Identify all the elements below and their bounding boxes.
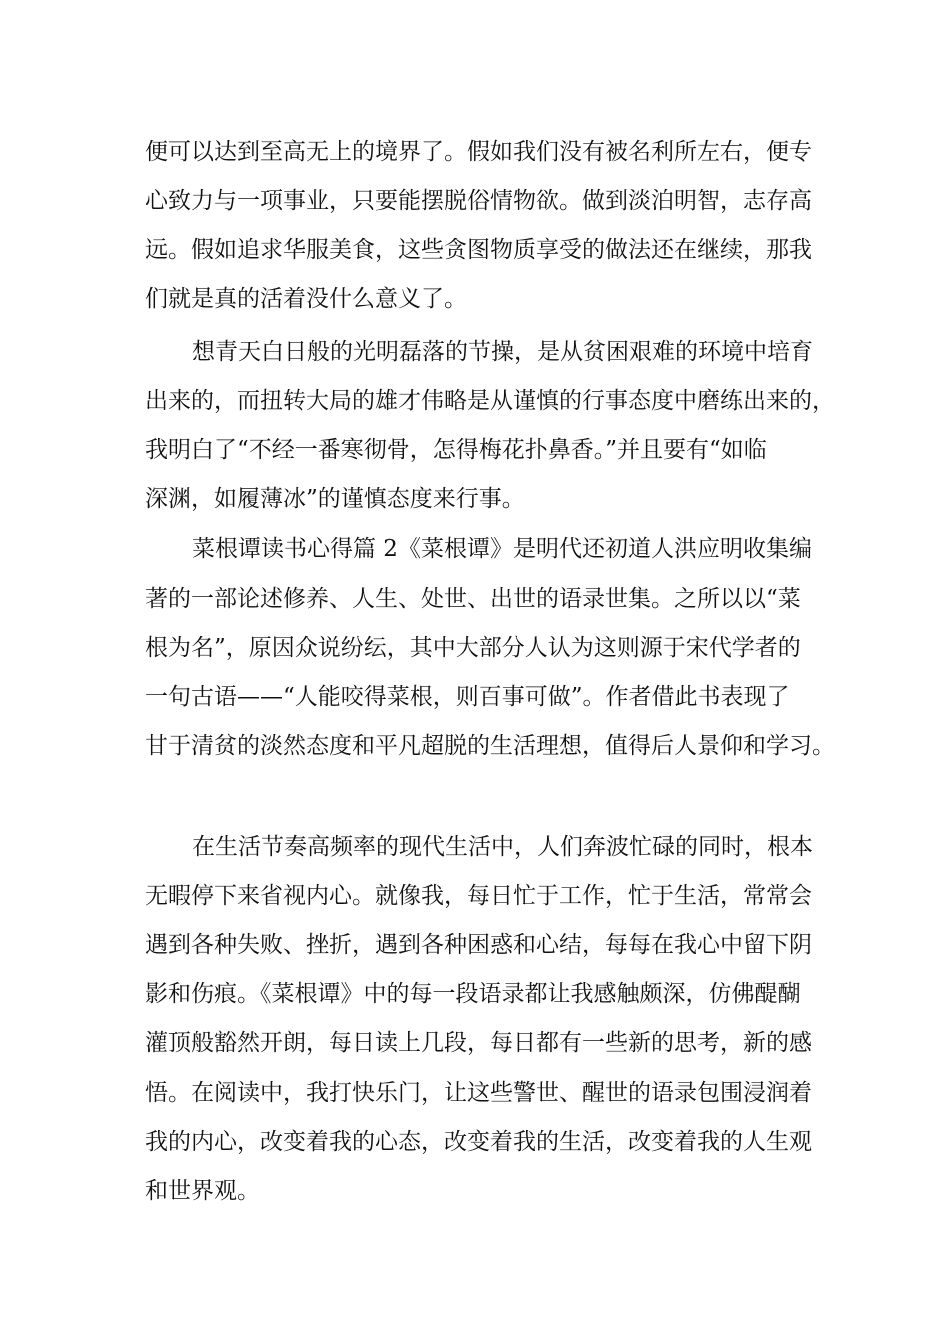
paragraph-3-line-3: 根为名”，原因众说纷纭，其中大部分人认为这则源于宋代学者的 <box>145 635 801 661</box>
paragraph-4-line-3: 遇到各种失败、挫折，遇到各种困惑和心结，每每在我心中留下阴 <box>145 932 812 958</box>
paragraph-3-line-2: 著的一部论述修养、人生、处世、出世的语录世集。之所以以“菜 <box>145 586 801 612</box>
paragraph-3-line-5: 甘于清贫的淡然态度和平凡超脱的生活理想，值得后人景仰和学习。 <box>145 733 835 759</box>
paragraph-4-line-4: 影和伤痕。《菜根谭》中的每一段语录都让我感触颇深，仿佛醍醐 <box>145 981 801 1007</box>
paragraph-4-line-6: 悟。在阅读中，我打快乐门，让这些警世、醒世的语录包围浸润着 <box>145 1080 812 1106</box>
paragraph-3-line-4: 一句古语——“人能咬得菜根，则百事可做”。作者借此书表现了 <box>145 684 790 710</box>
paragraph-3-line-1: 菜根谭读书心得篇 2《菜根谭》是明代还初道人洪应明收集编 <box>192 536 812 562</box>
paragraph-1-line-1: 便可以达到至高无上的境界了。假如我们没有被名利所左右，便专 <box>145 139 812 165</box>
paragraph-4-line-2: 无暇停下来省视内心。就像我，每日忙于工作，忙于生活，常常会 <box>145 883 812 909</box>
paragraph-2-line-4: 深渊，如履薄冰”的谨慎态度来行事。 <box>145 486 525 512</box>
paragraph-4-line-1: 在生活节奏高频率的现代生活中，人们奔波忙碌的同时，根本 <box>192 834 813 860</box>
paragraph-2-line-2: 出来的，而扭转大局的雄才伟略是从谨慎的行事态度中磨练出来的， <box>145 388 835 414</box>
paragraph-1-line-3: 远。假如追求华服美食，这些贪图物质享受的做法还在继续，那我 <box>145 237 812 263</box>
paragraph-2-line-3: 我明白了“不经一番寒彻骨，怎得梅花扑鼻香。”并且要有“如临 <box>145 437 767 463</box>
paragraph-4-line-8: 和世界观。 <box>145 1178 260 1204</box>
paragraph-1-line-4: 们就是真的活着没什么意义了。 <box>145 286 467 312</box>
paragraph-2-line-1: 想青天白日般的光明磊落的节操，是从贫困艰难的环境中培育 <box>192 339 813 365</box>
paragraph-4-line-7: 我的内心，改变着我的心态，改变着我的生活，改变着我的人生观 <box>145 1129 812 1155</box>
paragraph-4-line-5: 灌顶般豁然开朗，每日读上几段，每日都有一些新的思考，新的感 <box>145 1030 812 1056</box>
paragraph-1-line-2: 心致力与一项事业，只要能摆脱俗情物欲。做到淡泊明智，志存高 <box>145 188 812 214</box>
